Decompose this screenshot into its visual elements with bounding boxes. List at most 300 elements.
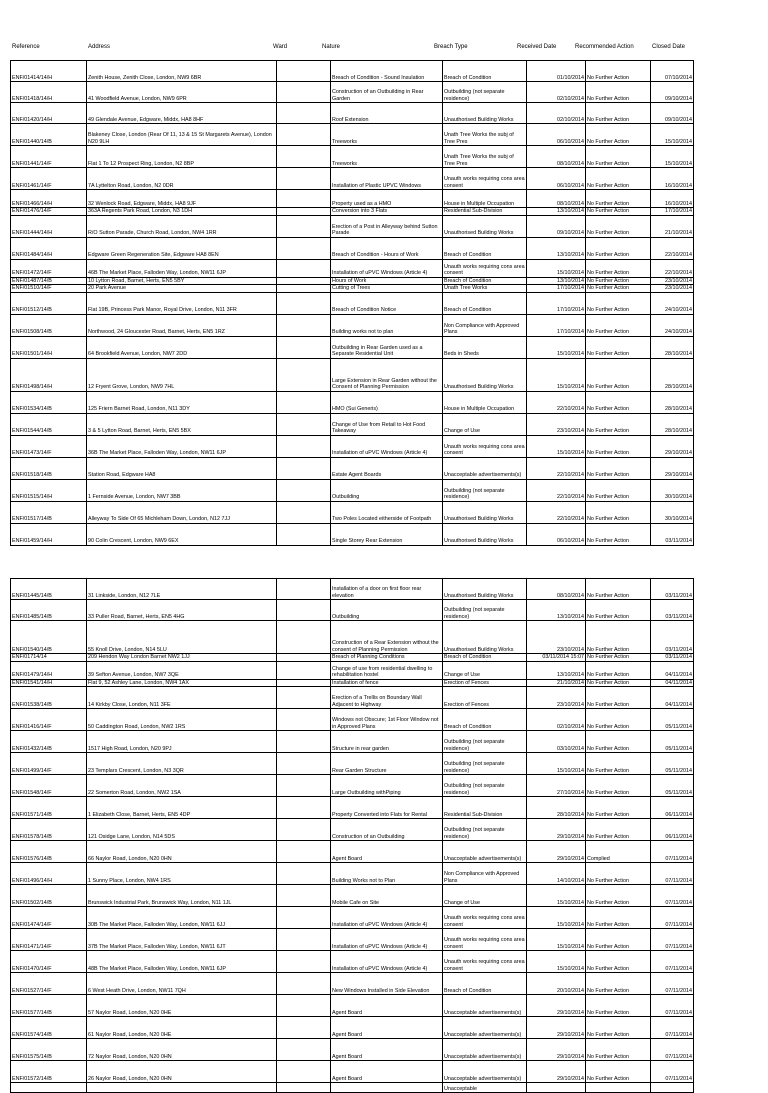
table-row — [11, 929, 694, 951]
cell-recommended-action: No Further Action — [586, 1039, 651, 1061]
cell-nature: Construction of an Outbuilding in Rear Garden — [331, 82, 443, 103]
cell-breach-type: Change of Use — [443, 661, 527, 679]
table-row — [11, 168, 694, 190]
cell-breach-type: Unacceptable advertisements(s) — [443, 457, 527, 479]
cell-closed-date: 09/10/2014 — [651, 103, 694, 124]
cell-nature: Agent Board — [331, 995, 443, 1017]
table-row — [11, 391, 694, 413]
cell-received-date: 29/10/2014 — [527, 1017, 586, 1039]
cell-breach-type: Breach of Condition — [443, 237, 527, 259]
cell-breach-type: Unauth works requiring cons area consent — [443, 168, 527, 190]
table-row — [11, 1017, 694, 1039]
cell-nature: Breach of Planning Conditions — [331, 654, 443, 662]
cell-received-date: 29/10/2014 — [527, 841, 586, 863]
cell-breach-type: Unath Tree Works — [443, 285, 527, 293]
cell-nature: Erection of a Trellis on Boundary Wall Adjacent to Highway — [331, 687, 443, 709]
cell-ward — [277, 841, 331, 863]
cell-nature: Installation of uPVC Windows (Article 4) — [331, 907, 443, 929]
cell-received-date: 08/10/2014 — [527, 579, 586, 600]
table-row — [11, 841, 694, 863]
cell-address: Station Road, Edgware HA8 — [87, 457, 277, 479]
cell-ward — [277, 687, 331, 709]
cell-reference: ENF/01471/14/F — [11, 929, 87, 951]
cell-received-date: 08/10/2014 — [527, 146, 586, 168]
cell-breach-type: Unath Tree Works the subj of Tree Pres — [443, 124, 527, 146]
cell-reference: ENF/01459/14/H — [11, 523, 87, 545]
cell-recommended-action: No Further Action — [586, 523, 651, 545]
cell-closed-date: 24/10/2014 — [651, 292, 694, 314]
cell-received-date: 09/10/2014 — [527, 215, 586, 237]
cell-closed-date: 28/10/2014 — [651, 336, 694, 358]
cell-ward — [277, 190, 331, 208]
cell-nature: Estate Agent Boards — [331, 457, 443, 479]
cell-received-date: 03/10/2014 — [527, 731, 586, 753]
table-row — [11, 973, 694, 995]
table-row — [11, 731, 694, 753]
header-reference: Reference — [12, 44, 40, 50]
cell-breach-type: Outbuilding (not separate residence) — [443, 753, 527, 775]
cell-reference: ENF/01538/14/B — [11, 687, 87, 709]
cell-recommended-action: No Further Action — [586, 679, 651, 687]
cell-recommended-action: No Further Action — [586, 277, 651, 285]
cell-recommended-action: No Further Action — [586, 863, 651, 885]
cell-address: 125 Friern Barnet Road, London, N11 3DY — [87, 391, 277, 413]
cell-ward — [277, 124, 331, 146]
cell-nature: Installation of a door on first floor rear elevation — [331, 579, 443, 600]
cell-nature: Breach of Condition - Sound Insulation — [331, 61, 443, 82]
cell-nature: Roof Extension — [331, 103, 443, 124]
cell-breach-type: Outbuilding (not separate residence) — [443, 600, 527, 621]
cell-closed-date: 06/11/2014 — [651, 819, 694, 841]
cell-breach-type: Outbuilding (not separate residence) — [443, 775, 527, 797]
cell-nature: New Windows Installed in Side Elevation — [331, 973, 443, 995]
cell-closed-date: 28/10/2014 — [651, 413, 694, 435]
cell-reference: ENF/01577/14/B — [11, 995, 87, 1017]
cell-recommended-action: No Further Action — [586, 621, 651, 654]
cell-nature: Property used as a HMO — [331, 190, 443, 208]
cell-closed-date: 03/11/2014 — [651, 654, 694, 662]
cell-reference: ENF/01574/14/B — [11, 1017, 87, 1039]
cell-closed-date: 07/11/2014 — [651, 907, 694, 929]
cell-recommended-action: No Further Action — [586, 215, 651, 237]
cell-received-date: 23/10/2014 — [527, 621, 586, 654]
cell-address: 209 Hendon Way London Barnet NW2 1JJ — [87, 654, 277, 662]
cell-received-date: 28/10/2014 — [527, 797, 586, 819]
cell-recommended-action: No Further Action — [586, 168, 651, 190]
cell-reference: ENF/01541/14/H — [11, 679, 87, 687]
cell-breach-type: Beds in Sheds — [443, 336, 527, 358]
cell-nature: Installation of uPVC Windows (Article 4) — [331, 259, 443, 277]
cell-address: 7A Lyttelton Road, London, N2 0DR — [87, 168, 277, 190]
cell-address: 363A Regents Park Road, London, N3 1DH — [87, 208, 277, 216]
cell-ward — [277, 314, 331, 336]
cell-closed-date: 07/10/2014 — [651, 61, 694, 82]
cell-recommended-action: No Further Action — [586, 358, 651, 391]
cell-ward — [277, 457, 331, 479]
cell-nature: Installation of uPVC Windows (Article 4) — [331, 951, 443, 973]
cell-closed-date: 07/11/2014 — [651, 1039, 694, 1061]
cell-address: 1517 High Road, London, N20 9PJ — [87, 731, 277, 753]
cell-ward — [277, 215, 331, 237]
cell-breach-type: Unath Tree Works the subj of Tree Pres — [443, 146, 527, 168]
cell-reference: ENF/01515/14/H — [11, 479, 87, 501]
cell-closed-date: 30/10/2014 — [651, 479, 694, 501]
cell-reference: ENF/01496/14/H — [11, 863, 87, 885]
cell-reference: ENF/01414/14/H — [11, 61, 87, 82]
cell-received-date: 08/10/2014 — [527, 190, 586, 208]
cell-nature: Building Works not to Plan — [331, 863, 443, 885]
cell-address: 1 Fernside Avenue, London, NW7 3BB — [87, 479, 277, 501]
cell-nature: Hours of Work — [331, 277, 443, 285]
cell-nature: Outbuilding — [331, 479, 443, 501]
cell-recommended-action: No Further Action — [586, 775, 651, 797]
cell-address: 121 Osidge Lane, London, N14 5DS — [87, 819, 277, 841]
table-row — [11, 679, 694, 687]
cell-breach-type: Unauth works requiring cons area consent — [443, 951, 527, 973]
table-row — [11, 208, 694, 216]
table-row — [11, 709, 694, 731]
cell-ward — [277, 973, 331, 995]
cell-nature: Installation of uPVC Windows (Article 4) — [331, 929, 443, 951]
table-row — [11, 190, 694, 208]
cell-ward — [277, 208, 331, 216]
cell-reference: ENF/01534/14/B — [11, 391, 87, 413]
table-row — [11, 146, 694, 168]
cell-closed-date: 23/10/2014 — [651, 285, 694, 293]
cell-ward — [277, 1083, 331, 1093]
cell-received-date: 13/10/2014 — [527, 661, 586, 679]
table-row — [11, 885, 694, 907]
cell-address: 49 Glendale Avenue, Edgware, Middx, HA8 8HF — [87, 103, 277, 124]
cell-breach-type: Non Compliance with Approved Plans — [443, 863, 527, 885]
cell-recommended-action: No Further Action — [586, 579, 651, 600]
cell-breach-type: Breach of Condition — [443, 973, 527, 995]
cell-ward — [277, 358, 331, 391]
cell-nature: Cutting of Trees — [331, 285, 443, 293]
cell-closed-date: 04/11/2014 — [651, 679, 694, 687]
cell-ward — [277, 775, 331, 797]
cell-reference: ENF/01499/14/F — [11, 753, 87, 775]
cell-address: 33 Puller Road, Barnet, Herts, EN5 4HG — [87, 600, 277, 621]
table-row — [11, 82, 694, 103]
cell-ward — [277, 277, 331, 285]
cell-received-date: 15/10/2014 — [527, 358, 586, 391]
cell-nature: Construction of a Rear Extension without the consent of Planning Permission — [331, 621, 443, 654]
table-row — [11, 951, 694, 973]
cell-closed-date: 07/11/2014 — [651, 929, 694, 951]
cell-address: Northwood, 24 Gloucester Road, Barnet, Herts, EN5 1RZ — [87, 314, 277, 336]
cell-recommended-action: No Further Action — [586, 951, 651, 973]
cell-reference: ENF/01512/14/B — [11, 292, 87, 314]
cell-recommended-action: No Further Action — [586, 797, 651, 819]
cell-ward — [277, 259, 331, 277]
cell-address: 39 Sefton Avenue, London, NW7 3QE — [87, 661, 277, 679]
cell-recommended-action: No Further Action — [586, 237, 651, 259]
cell-nature: Windows not Obscure; 1st Floor Window not in Approved Plans — [331, 709, 443, 731]
cell-nature: Installation of uPVC Windows (Article 4) — [331, 435, 443, 457]
cell-ward — [277, 907, 331, 929]
cell-received-date: 15/10/2014 — [527, 336, 586, 358]
cell-ward — [277, 391, 331, 413]
cell-received-date: 29/10/2014 — [527, 1039, 586, 1061]
cell-ward — [277, 501, 331, 523]
cell-address — [87, 1083, 277, 1093]
cell-recommended-action: No Further Action — [586, 654, 651, 662]
cell-ward — [277, 929, 331, 951]
cell-nature: Outbuilding — [331, 600, 443, 621]
column-header-row — [0, 44, 768, 56]
table-row — [11, 358, 694, 391]
header-nature: Nature — [322, 44, 341, 50]
cell-ward — [277, 103, 331, 124]
cell-closed-date: 07/11/2014 — [651, 885, 694, 907]
cell-reference: ENF/01575/14/B — [11, 1039, 87, 1061]
cell-received-date: 22/10/2014 — [527, 479, 586, 501]
cell-breach-type: Unauthorised Building Works — [443, 501, 527, 523]
cell-breach-type: Unauthorised Building Works — [443, 523, 527, 545]
cell-ward — [277, 753, 331, 775]
cell-nature: Outbuilding in Rear Garden used as a Separate Residential Unit — [331, 336, 443, 358]
cell-closed-date: 05/11/2014 — [651, 709, 694, 731]
cell-breach-type: Erection of Fences — [443, 679, 527, 687]
cell-recommended-action: No Further Action — [586, 259, 651, 277]
table-row — [11, 995, 694, 1017]
cell-address: Flat 19B, Princess Park Manor, Royal Drive, London, N11 3FR — [87, 292, 277, 314]
cell-address: 50 Caddington Road, London, NW2 1RS — [87, 709, 277, 731]
cell-closed-date: 03/11/2014 — [651, 523, 694, 545]
cell-nature: Construction of an Outbuilding — [331, 819, 443, 841]
cell-recommended-action: No Further Action — [586, 501, 651, 523]
cell-reference: ENF/01544/14/B — [11, 413, 87, 435]
cell-received-date: 06/10/2014 — [527, 168, 586, 190]
cell-closed-date: 29/10/2014 — [651, 457, 694, 479]
cell-ward — [277, 336, 331, 358]
cell-received-date: 02/10/2014 — [527, 82, 586, 103]
table-row — [11, 579, 694, 600]
cell-ward — [277, 61, 331, 82]
cell-ward — [277, 600, 331, 621]
cell-breach-type: Unacceptable advertisements(s) — [443, 1039, 527, 1061]
cell-closed-date: 03/11/2014 — [651, 600, 694, 621]
cell-closed-date: 17/10/2014 — [651, 208, 694, 216]
cell-address: 22 Somerton Road, London, NW2 1SA — [87, 775, 277, 797]
cell-ward — [277, 413, 331, 435]
cell-nature: Treeworks — [331, 124, 443, 146]
cell-ward — [277, 661, 331, 679]
cell-address: Flat 9, 52 Ashley Lane, London, NW4 1AX — [87, 679, 277, 687]
table-row — [11, 661, 694, 679]
cell-reference: ENF/01714/14 — [11, 654, 87, 662]
header-ward: Ward — [273, 44, 288, 50]
cell-recommended-action: No Further Action — [586, 457, 651, 479]
cell-received-date: 13/10/2014 — [527, 237, 586, 259]
table-row — [11, 687, 694, 709]
cell-closed-date: 15/10/2014 — [651, 124, 694, 146]
cell-closed-date: 03/11/2014 — [651, 579, 694, 600]
cell-received-date: 03/11/2014 15:07 — [527, 654, 586, 662]
cell-address: 37B The Market Place, Falloden Way, London, NW11 6JT — [87, 929, 277, 951]
cell-closed-date: 05/11/2014 — [651, 775, 694, 797]
cell-breach-type: Unauthorised Building Works — [443, 358, 527, 391]
table-row — [11, 479, 694, 501]
cell-ward — [277, 654, 331, 662]
table-row — [11, 501, 694, 523]
cell-reference: ENF/01571/14/B — [11, 797, 87, 819]
cell-recommended-action: No Further Action — [586, 61, 651, 82]
cell-breach-type: Unauthorised Building Works — [443, 103, 527, 124]
cell-breach-type: Breach of Condition — [443, 61, 527, 82]
cell-received-date: 13/10/2014 — [527, 600, 586, 621]
header-received-date: Received Date — [517, 44, 557, 50]
cell-nature: Structure in rear garden — [331, 731, 443, 753]
table-row — [11, 654, 694, 662]
cell-address: 1 Elizabeth Close, Barnet, Herts, EN5 4DP — [87, 797, 277, 819]
cell-address: 57 Naylor Road, London, N20 0HE — [87, 995, 277, 1017]
cell-nature: Installation of Plastic UPVC Windows — [331, 168, 443, 190]
cell-received-date: 06/10/2014 — [527, 124, 586, 146]
cell-breach-type: Unauth works requiring cons area consent — [443, 259, 527, 277]
cell-nature: Treeworks — [331, 146, 443, 168]
cell-reference: ENF/01416/14/F — [11, 709, 87, 731]
cell-closed-date: 07/11/2014 — [651, 973, 694, 995]
cell-reference: ENF/01540/14/B — [11, 621, 87, 654]
cell-address: 72 Naylor Road, London, N20 0HN — [87, 1039, 277, 1061]
cell-reference: ENF/01445/14/B — [11, 579, 87, 600]
cell-address: 66 Naylor Road, London, N20 0HN — [87, 841, 277, 863]
cell-received-date: 17/10/2014 — [527, 285, 586, 293]
cell-address: Edgware Green Regeneration Site, Edgware HA8 8EN — [87, 237, 277, 259]
cell-ward — [277, 1061, 331, 1083]
cell-ward — [277, 435, 331, 457]
cell-address: 20 Park Avenue — [87, 285, 277, 293]
cell-received-date: 17/10/2014 — [527, 314, 586, 336]
cell-received-date: 29/10/2014 — [527, 819, 586, 841]
cell-address: Zenith House, Zenith Close, London, NW9 6BR — [87, 61, 277, 82]
cell-address: 46B The Market Place, Falloden Way, London, NW11 6JP — [87, 259, 277, 277]
cell-address: 41 Woodfield Avenue, London, NW9 6PR — [87, 82, 277, 103]
cell-breach-type: House in Multiple Occupation — [443, 391, 527, 413]
cell-breach-type: Unauth works requiring cons area consent — [443, 929, 527, 951]
cell-nature: Large Extension in Rear Garden without the Consent of Planning Permission — [331, 358, 443, 391]
cell-received-date: 17/10/2014 — [527, 292, 586, 314]
cell-closed-date: 23/10/2014 — [651, 277, 694, 285]
table-row — [11, 863, 694, 885]
header-address: Address — [88, 44, 111, 50]
cell-received-date: 15/10/2014 — [527, 951, 586, 973]
cell-address: 1 Sunny Place, London, NW4 1RS — [87, 863, 277, 885]
cell-recommended-action: No Further Action — [586, 1061, 651, 1083]
cell-breach-type: House in Multiple Occupation — [443, 190, 527, 208]
cell-address: 12 Fryent Grove, London, NW9 7HL — [87, 358, 277, 391]
cell-nature: Building works not to plan — [331, 314, 443, 336]
cell-ward — [277, 819, 331, 841]
cell-recommended-action: No Further Action — [586, 82, 651, 103]
cell-received-date: 15/10/2014 — [527, 753, 586, 775]
cell-breach-type: Unacceptable advertisements(s) — [443, 841, 527, 863]
cell-recommended-action: No Further Action — [586, 314, 651, 336]
cell-closed-date — [651, 1083, 694, 1093]
cell-recommended-action: No Further Action — [586, 103, 651, 124]
cell-breach-type: Outbuilding (not separate residence) — [443, 731, 527, 753]
cell-recommended-action: No Further Action — [586, 709, 651, 731]
cell-reference: ENF/01578/14/B — [11, 819, 87, 841]
cell-reference: ENF/01474/14/F — [11, 907, 87, 929]
cell-recommended-action — [586, 1083, 651, 1093]
table-row — [11, 1061, 694, 1083]
cell-ward — [277, 1039, 331, 1061]
cell-address: 36B The Market Place, Falloden Way, London, NW11 6JP — [87, 435, 277, 457]
cell-nature — [331, 1083, 443, 1093]
cell-reference: ENF/01487/14/B — [11, 277, 87, 285]
cell-nature: Change of use from residential dwelling to rehabilitation hostel — [331, 661, 443, 679]
cell-closed-date: 15/10/2014 — [651, 146, 694, 168]
cell-closed-date: 05/11/2014 — [651, 753, 694, 775]
cell-breach-type: Unacceptable advertisements(s) — [443, 1061, 527, 1083]
cell-recommended-action: No Further Action — [586, 600, 651, 621]
cell-recommended-action: No Further Action — [586, 292, 651, 314]
cell-received-date: 15/10/2014 — [527, 885, 586, 907]
cell-reference: ENF/01485/14/B — [11, 600, 87, 621]
cell-closed-date: 06/11/2014 — [651, 797, 694, 819]
cell-closed-date: 29/10/2014 — [651, 435, 694, 457]
cell-address: 48B The Market Place, Falloden Way, London, NW11 6JP — [87, 951, 277, 973]
cell-nature: Property Converted into Flats for Rental — [331, 797, 443, 819]
cell-breach-type: Change of Use — [443, 885, 527, 907]
cell-reference: ENF/01510/14/F — [11, 285, 87, 293]
cell-reference: ENF/01576/14/B — [11, 841, 87, 863]
cell-ward — [277, 731, 331, 753]
cell-closed-date: 28/10/2014 — [651, 358, 694, 391]
table-row — [11, 600, 694, 621]
cell-recommended-action: No Further Action — [586, 885, 651, 907]
cell-received-date: 23/10/2014 — [527, 687, 586, 709]
cell-received-date: 27/10/2014 — [527, 775, 586, 797]
cell-nature: Single Storey Rear Extension — [331, 523, 443, 545]
cell-nature: Two Poles Located eitherside of Footpath — [331, 501, 443, 523]
cell-received-date: 13/10/2014 — [527, 208, 586, 216]
cell-ward — [277, 146, 331, 168]
cell-reference: ENF/01418/14/H — [11, 82, 87, 103]
cell-ward — [277, 579, 331, 600]
cell-received-date: 22/10/2014 — [527, 501, 586, 523]
table-row — [11, 413, 694, 435]
cell-address: Blakeney Close, London (Rear Of 11, 13 & 15 St Margarets Avenue), London N20 9LH — [87, 124, 277, 146]
cell-closed-date: 07/11/2014 — [651, 1017, 694, 1039]
cell-received-date: 15/10/2014 — [527, 907, 586, 929]
cell-recommended-action: No Further Action — [586, 929, 651, 951]
table-row — [11, 237, 694, 259]
cell-reference: ENF/01548/14/F — [11, 775, 87, 797]
cell-reference: ENF/01501/14/H — [11, 336, 87, 358]
cell-reference: ENF/01461/14/F — [11, 168, 87, 190]
cell-nature: Breach of Condition - Hours of Work — [331, 237, 443, 259]
cell-ward — [277, 679, 331, 687]
cell-breach-type: Unacceptable — [443, 1083, 527, 1093]
cell-breach-type: Unauth works requiring cons area consent — [443, 907, 527, 929]
cell-closed-date: 07/11/2014 — [651, 841, 694, 863]
cell-reference: ENF/01432/14/B — [11, 731, 87, 753]
cell-closed-date: 07/11/2014 — [651, 951, 694, 973]
cell-recommended-action: No Further Action — [586, 413, 651, 435]
table-row — [11, 124, 694, 146]
cell-ward — [277, 995, 331, 1017]
cell-reference: ENF/01444/14/H — [11, 215, 87, 237]
table-row — [11, 336, 694, 358]
table-row — [11, 435, 694, 457]
cell-address: 90 Colin Crescent, London, NW9 6EX — [87, 523, 277, 545]
cell-nature: Agent Board — [331, 1061, 443, 1083]
cell-address: 64 Brookfield Avenue, London, NW7 2DD — [87, 336, 277, 358]
